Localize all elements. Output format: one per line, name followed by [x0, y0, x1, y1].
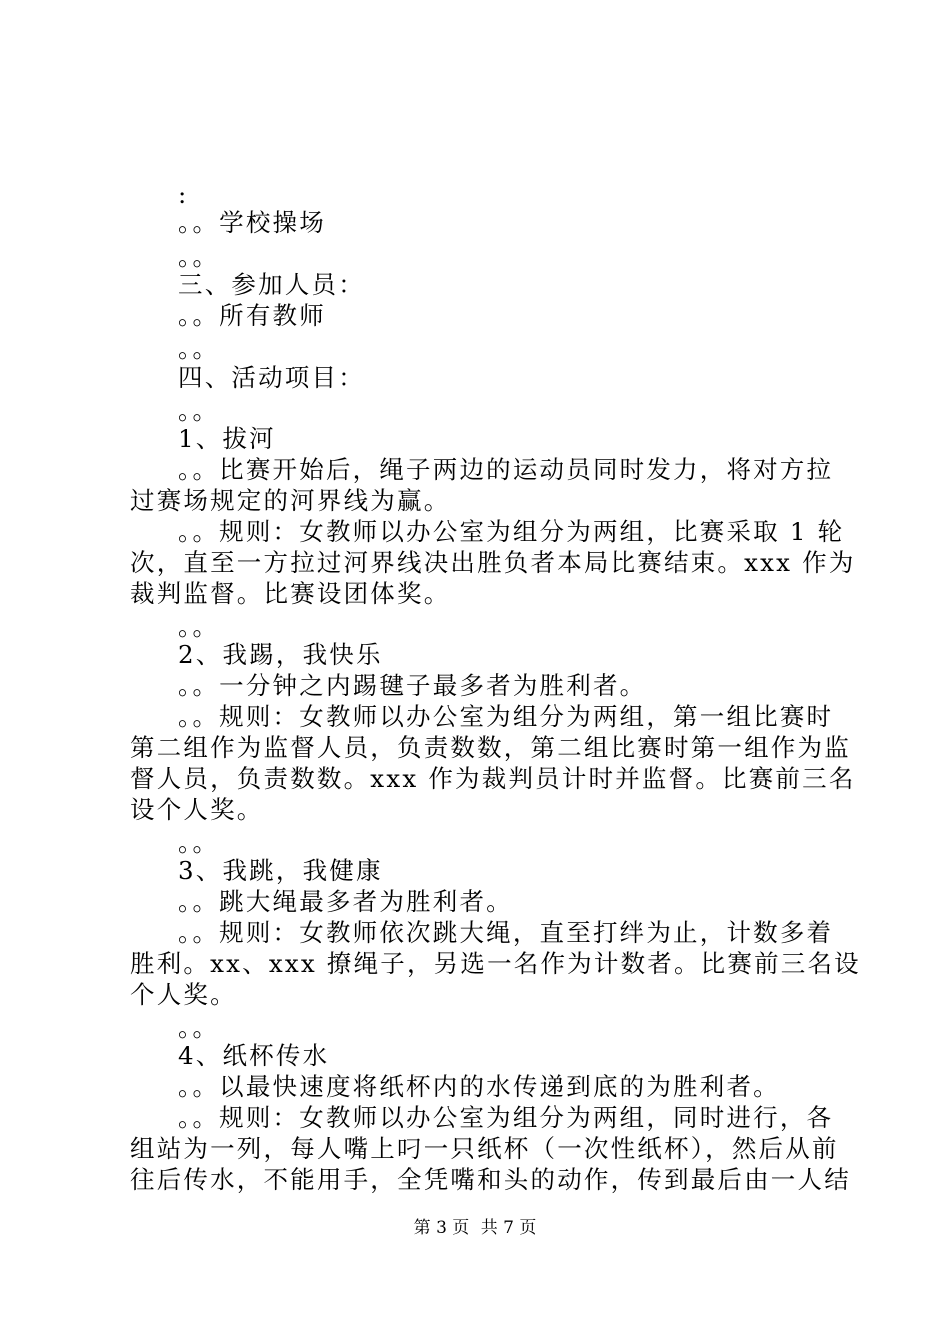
- item-heading-paper-cup: 4、纸杯传水: [178, 1041, 330, 1070]
- spacer-line: 。。: [178, 828, 220, 857]
- paragraph-line: 胜利。xx、xxx 撩绳子，另选一名作为计数者。比赛前三名设: [130, 949, 861, 978]
- paragraph-line: 组站为一列，每人嘴上叼一只纸杯（一次性纸杯），然后从前: [130, 1134, 839, 1163]
- spacer-line: 。。: [178, 612, 220, 641]
- paragraph-line: 次，直至一方拉过河界线决出胜负者本局比赛结束。xxx 作为: [130, 548, 856, 577]
- spacer-line: 。。: [178, 396, 220, 425]
- page-total: 共 7 页: [480, 1218, 537, 1238]
- section-heading-participants: 三、参加人员：: [178, 270, 365, 299]
- paragraph-line: 。。规则：女教师以办公室为组分为两组，第一组比赛时: [178, 702, 834, 731]
- paragraph-line: 。。比赛开始后，绳子两边的运动员同时发力，将对方拉: [178, 455, 834, 484]
- paragraph-line: 。。规则：女教师依次跳大绳，直至打绊为止，计数多着: [178, 918, 834, 947]
- section-heading-activities: 四、活动项目：: [178, 363, 365, 392]
- item-heading-shuttlecock: 2、我踢，我快乐: [178, 640, 383, 669]
- paragraph-line: 。。规则：女教师以办公室为组分为两组，同时进行，各: [178, 1103, 834, 1132]
- paragraph-line: 裁判监督。比赛设团体奖。: [130, 579, 451, 608]
- paragraph-line: 。。跳大绳最多者为胜利者。: [178, 887, 513, 916]
- item-heading-jump-rope: 3、我跳，我健康: [178, 856, 383, 885]
- paragraph-line: 。。一分钟之内踢毽子最多者为胜利者。: [178, 671, 647, 700]
- paragraph-line: 设个人奖。: [130, 795, 264, 824]
- spacer-line: 。。: [178, 242, 220, 271]
- item-heading-tug-of-war: 1、拔河: [178, 424, 276, 453]
- page-footer: [0, 1217, 950, 1239]
- paragraph-line: 第二组作为监督人员，负责数数，第二组比赛时第一组作为监: [130, 733, 851, 762]
- paragraph-line: 。。规则：女教师以办公室为组分为两组，比赛采取 1 轮: [178, 517, 845, 546]
- spacer-line: 。。: [178, 1013, 220, 1042]
- paragraph-line: 过赛场规定的河界线为赢。: [130, 486, 451, 515]
- paragraph-line: 。。以最快速度将纸杯内的水传递到底的为胜利者。: [178, 1072, 780, 1101]
- paragraph-line: 个人奖。: [130, 980, 237, 1009]
- participants-line: 。。所有教师: [178, 301, 326, 330]
- page-number: 第 3 页: [413, 1218, 470, 1238]
- spacer-line: 。。: [178, 334, 220, 363]
- paragraph-line: 往后传水，不能用手，全凭嘴和头的动作，传到最后由一人结: [130, 1165, 851, 1194]
- paragraph-line: 督人员，负责数数。xxx 作为裁判员计时并监督。比赛前三名: [130, 764, 856, 793]
- location-line: 。。学校操场: [178, 208, 326, 237]
- colon-line: :: [178, 180, 189, 209]
